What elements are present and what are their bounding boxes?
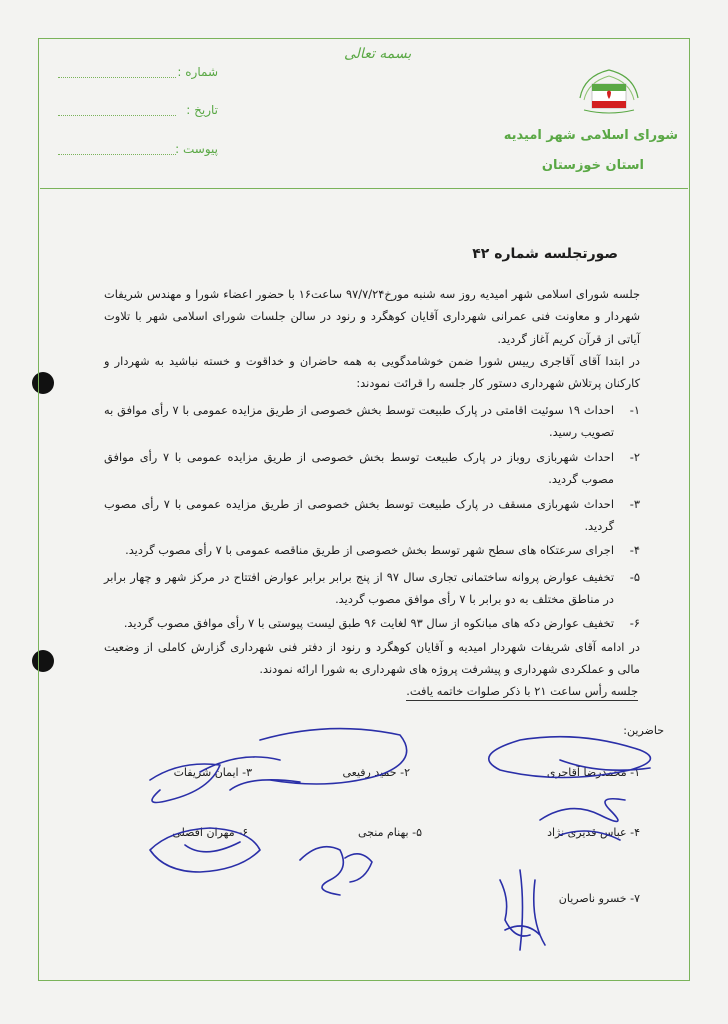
agenda-item-text: اجرای سرعتکاه های سطح شهر توسط بخش خصوصی از طریق مناقصه عمومی با ۷ رأی مصوب گردید.	[125, 543, 614, 557]
agenda-item-text: احداث شهربازی مسقف در پارک طبیعت توسط بخش خصوصی از طریق مزایده عمومی با ۷ رأی مصوب گردید.	[104, 497, 614, 534]
agenda-item-text: تخفیف عوارض پروانه ساختمانی تجاری سال ۹۷ از پنج برابر برابر عوارض افتتاح در مرکز شهر و چهار برابر در مناطق مختلف به دو برابر با ۷ رأی موافق مصوب گردید.	[104, 570, 614, 607]
minutes-title: صورتجلسه شماره ۴۲	[472, 246, 618, 262]
agenda-item-1	[104, 399, 640, 444]
attachment-dots	[58, 154, 176, 155]
agenda-item-4	[104, 539, 640, 561]
signatory-7: ۷- خسرو ناصریان	[558, 892, 640, 905]
agenda-item-2	[104, 446, 640, 491]
signatory-3: ۳- ایمان شریفات	[173, 766, 252, 779]
agenda-item-number: ۲-	[629, 450, 640, 464]
council-name: شورای اسلامی شهر امیدیه	[503, 128, 678, 143]
agenda-item-number: ۴-	[629, 543, 640, 557]
signatory-5: ۵- بهنام منجی	[358, 826, 422, 839]
agenda-item-3	[104, 493, 640, 538]
number-field	[58, 65, 218, 85]
agenda-item-5	[104, 566, 640, 611]
agenda-item-text: احداث شهربازی روباز در پارک طبیعت توسط بخش خصوصی از طریق مزایده عمومی با ۷ رأی موافق مصوب گردید.	[104, 450, 614, 487]
signatory-4: ۴- عباس قدیری نژاد	[547, 826, 640, 839]
signatory-1: ۱- محمدرضا آقاجری	[546, 766, 640, 779]
date-dots	[58, 115, 176, 116]
agenda-item-number: ۶-	[629, 616, 640, 630]
attendees-label: حاضرین:	[623, 724, 664, 737]
agenda-item-number: ۱-	[629, 403, 640, 417]
agenda-item-text: احداث ۱۹ سوئیت اقامتی در پارک طبیعت توسط بخش خصوصی از طریق مزایده عمومی با ۷ رأی موافق به تصویب رسید.	[104, 403, 614, 440]
province-name: استان خوزستان	[541, 158, 644, 173]
header-separator	[40, 188, 688, 189]
number-dots	[58, 77, 176, 78]
date-field	[58, 103, 218, 123]
attachment-field	[58, 142, 218, 162]
number-label: شماره :	[177, 65, 218, 79]
report-paragraph: در ادامه آقای شریفات شهردار امیدیه و آقایان کوهگرد و رنود از دفتر فنی شهرداری گزارش کاملی از وضعیت مالی و عملکردی شهرداری و پیشرفت پروژه های شهرداری به شورا ارائه نمودند.	[104, 640, 640, 677]
bismillah: بسمه تعالی	[344, 46, 412, 62]
intro-paragraph: جلسه شورای اسلامی شهر امیدیه روز سه شنبه مورخ۹۷/۷/۲۴ ساعت۱۶ با حضور اعضاء شورا و مهندس شریفات شهردار و معاونت فنی عمرانی شهرداری آقایان کوهگرد و رنود در سالن جلسات شورای اسلامی شهر با تلاوت آیاتی از قرآن کریم آغاز گردید.	[104, 287, 641, 346]
attachment-label: پیوست :	[175, 142, 218, 156]
date-label: تاریخ :	[186, 103, 218, 117]
agenda-item-text: تخفیف عوارض دکه های مبانکوه از سال ۹۳ لغایت ۹۶ طبق لیست پیوستی با ۷ رأی موافق مصوب گردید.	[123, 616, 614, 630]
agenda-intro-paragraph: در ابتدا آقای آقاجری رییس شورا ضمن خوشامدگویی به همه حاضران و خداقوت و خسته نباشید به شهردار و کارکنان پرتلاش شهرداری دستور کار جلسه را قرائت نمودند:	[104, 354, 640, 391]
signatory-2: ۲- حمید رفیعی	[342, 766, 410, 779]
signatory-6: ۶- مهران افضلی	[172, 826, 248, 839]
agenda-item-6	[104, 612, 640, 634]
iran-emblem-icon	[574, 58, 644, 118]
agenda-item-number: ۵-	[629, 570, 640, 584]
closing-line: جلسه رأس ساعت ۲۱ با ذکر صلوات خاتمه یافت.	[406, 684, 638, 701]
agenda-item-number: ۳-	[629, 497, 640, 511]
